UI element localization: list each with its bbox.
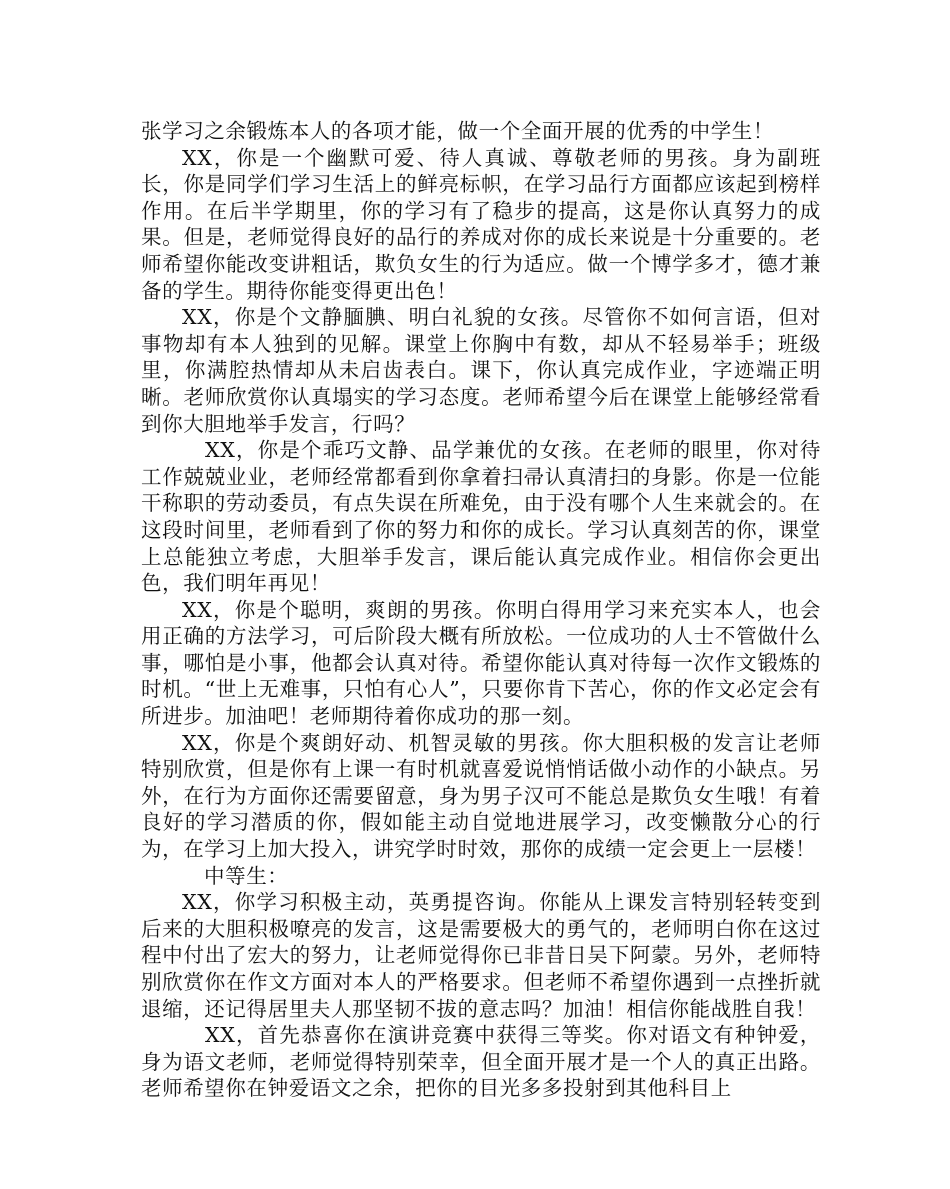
paragraph-comment: XX，首先恭喜你在演讲竞赛中获得三等奖。你对语文有种钟爱，身为语文老师，老师觉得特别荣幸，但全面开展才是一个人的真正出路。老师希望你在钟爱语文之余，把你的目光多多投射到其他科目上 <box>141 1023 821 1101</box>
document-page <box>141 118 821 1102</box>
section-heading: 中等生： <box>204 863 289 888</box>
paragraph-continuation: 张学习之余锻炼本人的各项才能，做一个全面开展的优秀的中学生！ <box>141 119 774 143</box>
paragraph-comment: XX，你是一个幽默可爱、待人真诚、尊敬老师的男孩。身为副班长，你是同学们学习生活上的鲜亮标帜，在学习品行方面都应该起到榜样作用。在后半学期里，你的学习有了稳步的提高，这是你认真努力的成果。但是，老师觉得良好的品行的养成对你的成长来说是十分重要的。老师希望你能改变讲粗话，欺负女生的行为适应。做一个博学多才，德才兼备的学生。期待你能变得更出色！ <box>141 145 821 303</box>
paragraph-comment: XX，你是个聪明，爽朗的男孩。你明白得用学习来充实本人，也会用正确的方法学习，可后阶段大概有所放松。一位成功的人士不管做什么事，哪怕是小事，他都会认真对待。希望你能认真对待每一次作文锻炼的时机。“世上无难事，只怕有心人”，只要你肯下苦心，你的作文必定会有所进步。加油吧！老师期待着你成功的那一刻。 <box>141 597 821 729</box>
paragraph-comment: XX，你是个文静腼腆、明白礼貌的女孩。尽管你不如何言语，但对事物却有本人独到的见解。课堂上你胸中有数，却从不轻易举手；班级里，你满腔热情却从未启齿表白。课下，你认真完成作业，字迹端正明晰。老师欣赏你认真塌实的学习态度。老师希望今后在课堂上能够经常看到你大胆地举手发言，行吗？ <box>141 305 821 436</box>
paragraph-comment: XX，你学习积极主动，英勇提咨询。你能从上课发言特别轻转变到后来的大胆积极嘹亮的发言，这是需要极大的勇气的，老师明白你在这过程中付出了宏大的努力，让老师觉得你已非昔日吴下阿蒙。另外，老师特别欣赏你在作文方面对本人的严格要求。但老师不希望你遇到一点挫折就退缩，还记得居里夫人那坚韧不拔的意志吗？加油！相信你能战胜自我！ <box>141 890 821 1021</box>
paragraph-comment: XX，你是个爽朗好动、机智灵敏的男孩。你大胆积极的发言让老师特别欣赏，但是你有上课一有时机就喜爱说悄悄话做小动作的小缺点。另外，在行为方面你还需要留意，身为男子汉可不能总是欺负女生哦！有着良好的学习潜质的你，假如能主动自觉地进展学习，改变懒散分心的行为，在学习上加大投入，讲究学时时效，那你的成绩一定会更上一层楼！ <box>141 730 821 862</box>
paragraph-comment: XX，你是个乖巧文静、品学兼优的女孩。在老师的眼里，你对待工作兢兢业业，老师经常都看到你拿着扫帚认真清扫的身影。你是一位能干称职的劳动委员，有点失误在所难免，由于没有哪个人生来就会的。在这段时间里，老师看到了你的努力和你的成长。学习认真刻苦的你，课堂上总能独立考虑，大胆举手发言，课后能认真完成作业。相信你会更出色，我们明年再见！ <box>141 438 821 596</box>
